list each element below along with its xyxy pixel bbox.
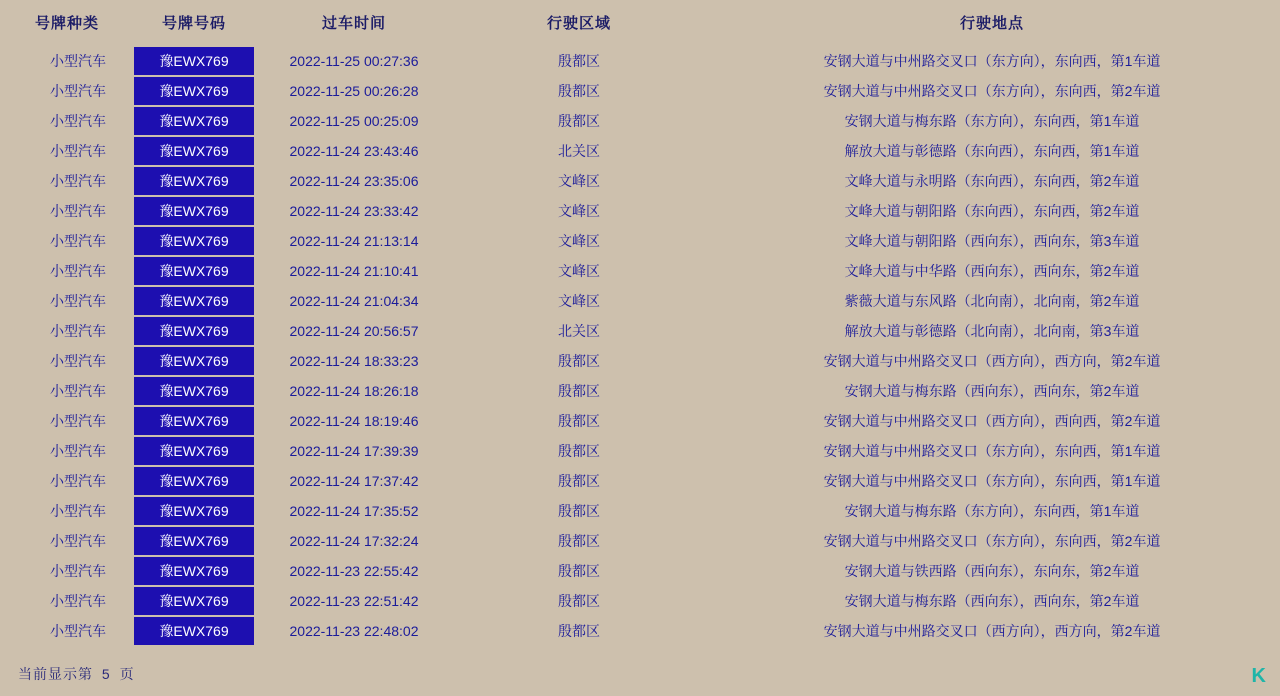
plate-badge (134, 497, 254, 525)
cell-pass-time: 2022-11-24 17:39:39 (289, 443, 419, 459)
plate-badge (134, 587, 254, 615)
table-row (0, 166, 1280, 196)
plate-text: 豫EWX769 (134, 227, 254, 255)
table-row (0, 466, 1280, 496)
cell-plate-type: 小型汽车 (50, 383, 106, 399)
column-header-location: 行驶地点 (959, 15, 1024, 32)
plate-text: 豫EWX769 (134, 197, 254, 225)
cell-location: 紫薇大道与东风路（北向南），北向南，第2车道 (844, 293, 1140, 309)
cell-location: 安钢大道与中州路交叉口（西方向），西向西，第2车道 (823, 413, 1161, 429)
column-header-plate-type: 号牌种类 (34, 15, 99, 32)
plate-text: 豫EWX769 (134, 257, 254, 285)
cell-plate-number (134, 436, 254, 466)
cell-plate-number (134, 496, 254, 526)
cell-location: 文峰大道与朝阳路（东向西），东向西，第2车道 (844, 203, 1140, 219)
cell-pass-time: 2022-11-25 00:26:28 (289, 83, 419, 99)
cell-plate-type: 小型汽车 (50, 623, 106, 639)
cell-pass-time: 2022-11-24 18:19:46 (289, 413, 419, 429)
cell-area: 殷都区 (558, 563, 600, 579)
plate-text: 豫EWX769 (134, 317, 254, 345)
table-row (0, 256, 1280, 286)
cell-pass-time: 2022-11-24 21:10:41 (289, 263, 419, 279)
plate-badge (134, 407, 254, 435)
table-row (0, 46, 1280, 76)
cell-area: 文峰区 (558, 263, 600, 279)
column-header-pass-time: 过车时间 (321, 15, 386, 32)
cell-plate-type: 小型汽车 (50, 173, 106, 189)
cell-plate-number (134, 526, 254, 556)
table-row (0, 586, 1280, 616)
plate-text: 豫EWX769 (134, 557, 254, 585)
cell-pass-time: 2022-11-23 22:55:42 (289, 563, 419, 579)
cell-plate-type: 小型汽车 (50, 293, 106, 309)
plate-badge (134, 317, 254, 345)
cell-location: 安钢大道与中州路交叉口（西方向），西方向，第2车道 (823, 623, 1161, 639)
cell-plate-number (134, 106, 254, 136)
watermark-logo: K (1251, 665, 1266, 687)
plate-badge (134, 77, 254, 105)
cell-pass-time: 2022-11-25 00:27:36 (289, 53, 419, 69)
plate-badge (134, 47, 254, 75)
cell-pass-time: 2022-11-24 21:04:34 (289, 293, 419, 309)
cell-area: 殷都区 (558, 593, 600, 609)
plate-badge (134, 617, 254, 645)
cell-pass-time: 2022-11-24 20:56:57 (289, 323, 419, 339)
cell-area: 殷都区 (558, 53, 600, 69)
plate-text: 豫EWX769 (134, 437, 254, 465)
cell-area: 殷都区 (558, 83, 600, 99)
cell-plate-number (134, 346, 254, 376)
plate-text: 豫EWX769 (134, 527, 254, 555)
plate-text: 豫EWX769 (134, 287, 254, 315)
cell-area: 文峰区 (558, 293, 600, 309)
cell-plate-type: 小型汽车 (50, 593, 106, 609)
cell-plate-type: 小型汽车 (50, 503, 106, 519)
cell-pass-time: 2022-11-24 23:35:06 (289, 173, 419, 189)
cell-location: 安钢大道与梅东路（西向东），西向东，第2车道 (844, 593, 1140, 609)
plate-badge (134, 347, 254, 375)
cell-plate-type: 小型汽车 (50, 533, 106, 549)
cell-plate-type: 小型汽车 (50, 83, 106, 99)
plate-badge (134, 227, 254, 255)
cell-area: 文峰区 (558, 173, 600, 189)
cell-location: 解放大道与彰德路（北向南），北向南，第3车道 (844, 323, 1140, 339)
plate-badge (134, 137, 254, 165)
pagination-status (18, 664, 135, 684)
plate-text: 豫EWX769 (134, 587, 254, 615)
column-header-area: 行驶区域 (546, 15, 611, 32)
cell-plate-number (134, 316, 254, 346)
table-row (0, 616, 1280, 646)
pagination-page-number: 5 (101, 666, 111, 682)
cell-plate-type: 小型汽车 (50, 563, 106, 579)
cell-plate-number (134, 376, 254, 406)
cell-plate-type: 小型汽车 (50, 53, 106, 69)
plate-text: 豫EWX769 (134, 107, 254, 135)
plate-text: 豫EWX769 (134, 617, 254, 645)
cell-plate-type: 小型汽车 (50, 203, 106, 219)
cell-area: 殷都区 (558, 443, 600, 459)
plate-text: 豫EWX769 (134, 347, 254, 375)
plate-text: 豫EWX769 (134, 47, 254, 75)
cell-plate-number (134, 406, 254, 436)
plate-badge (134, 527, 254, 555)
cell-pass-time: 2022-11-24 21:13:14 (289, 233, 419, 249)
cell-plate-type: 小型汽车 (50, 443, 106, 459)
cell-area: 殷都区 (558, 503, 600, 519)
table-row (0, 136, 1280, 166)
cell-plate-number (134, 616, 254, 646)
table-row (0, 496, 1280, 526)
cell-location: 安钢大道与中州路交叉口（东方向），东向西，第2车道 (823, 533, 1161, 549)
cell-plate-type: 小型汽车 (50, 143, 106, 159)
cell-location: 解放大道与彰德路（东向西），东向西，第1车道 (844, 143, 1140, 159)
cell-pass-time: 2022-11-24 17:37:42 (289, 473, 419, 489)
cell-location: 安钢大道与中州路交叉口（东方向），东向西，第1车道 (823, 473, 1161, 489)
table-row (0, 526, 1280, 556)
cell-pass-time: 2022-11-24 17:35:52 (289, 503, 419, 519)
cell-area: 殷都区 (558, 623, 600, 639)
pagination-prefix: 当前显示第 (18, 666, 93, 682)
pagination-suffix: 页 (119, 666, 135, 682)
cell-pass-time: 2022-11-23 22:51:42 (289, 593, 419, 609)
cell-area: 殷都区 (558, 383, 600, 399)
plate-badge (134, 377, 254, 405)
plate-text: 豫EWX769 (134, 167, 254, 195)
plate-text: 豫EWX769 (134, 137, 254, 165)
table-row (0, 316, 1280, 346)
cell-area: 殷都区 (558, 473, 600, 489)
cell-area: 北关区 (558, 323, 600, 339)
cell-plate-number (134, 196, 254, 226)
cell-location: 安钢大道与铁西路（西向东），东向东，第2车道 (844, 563, 1140, 579)
plate-text: 豫EWX769 (134, 407, 254, 435)
plate-badge (134, 467, 254, 495)
cell-area: 殷都区 (558, 413, 600, 429)
cell-plate-number (134, 136, 254, 166)
cell-area: 殷都区 (558, 533, 600, 549)
table-row (0, 346, 1280, 376)
cell-plate-number (134, 466, 254, 496)
cell-plate-number (134, 76, 254, 106)
cell-pass-time: 2022-11-24 23:43:46 (289, 143, 419, 159)
plate-text: 豫EWX769 (134, 77, 254, 105)
cell-plate-number (134, 556, 254, 586)
cell-pass-time: 2022-11-24 17:32:24 (289, 533, 419, 549)
cell-area: 文峰区 (558, 203, 600, 219)
cell-pass-time: 2022-11-24 23:33:42 (289, 203, 419, 219)
cell-plate-type: 小型汽车 (50, 113, 106, 129)
cell-pass-time: 2022-11-25 00:25:09 (289, 113, 419, 129)
plate-text: 豫EWX769 (134, 497, 254, 525)
table-row (0, 286, 1280, 316)
cell-location: 文峰大道与永明路（东向西），东向西，第2车道 (844, 173, 1140, 189)
cell-pass-time: 2022-11-24 18:33:23 (289, 353, 419, 369)
plate-badge (134, 107, 254, 135)
cell-plate-type: 小型汽车 (50, 233, 106, 249)
table-row (0, 76, 1280, 106)
table-row (0, 556, 1280, 586)
table-row (0, 436, 1280, 466)
plate-badge (134, 257, 254, 285)
cell-plate-number (134, 286, 254, 316)
cell-area: 北关区 (558, 143, 600, 159)
column-header-plate-number: 号牌号码 (161, 15, 226, 32)
cell-location: 安钢大道与中州路交叉口（东方向），东向西，第1车道 (823, 53, 1161, 69)
cell-location: 文峰大道与中华路（西向东），西向东，第2车道 (844, 263, 1140, 279)
table-row (0, 226, 1280, 256)
cell-area: 殷都区 (558, 353, 600, 369)
cell-location: 安钢大道与梅东路（东方向），东向西，第1车道 (844, 503, 1140, 519)
cell-pass-time: 2022-11-23 22:48:02 (289, 623, 419, 639)
cell-pass-time: 2022-11-24 18:26:18 (289, 383, 419, 399)
plate-badge (134, 557, 254, 585)
cell-plate-type: 小型汽车 (50, 323, 106, 339)
table-row (0, 106, 1280, 136)
cell-location: 文峰大道与朝阳路（西向东），西向东，第3车道 (844, 233, 1140, 249)
table-row (0, 406, 1280, 436)
plate-badge (134, 167, 254, 195)
cell-location: 安钢大道与中州路交叉口（东方向），东向西，第2车道 (823, 83, 1161, 99)
cell-location: 安钢大道与梅东路（东方向），东向西，第1车道 (844, 113, 1140, 129)
cell-area: 文峰区 (558, 233, 600, 249)
cell-plate-number (134, 46, 254, 76)
cell-plate-number (134, 226, 254, 256)
cell-location: 安钢大道与中州路交叉口（东方向），东向西，第1车道 (823, 443, 1161, 459)
cell-plate-number (134, 256, 254, 286)
cell-location: 安钢大道与中州路交叉口（西方向），西方向，第2车道 (823, 353, 1161, 369)
cell-plate-number (134, 586, 254, 616)
plate-badge (134, 197, 254, 225)
cell-plate-type: 小型汽车 (50, 353, 106, 369)
plate-text: 豫EWX769 (134, 377, 254, 405)
table-body (0, 46, 1280, 646)
cell-plate-type: 小型汽车 (50, 263, 106, 279)
table-header-row (0, 0, 1280, 46)
cell-area: 殷都区 (558, 113, 600, 129)
cell-plate-type: 小型汽车 (50, 413, 106, 429)
plate-badge (134, 287, 254, 315)
plate-text: 豫EWX769 (134, 467, 254, 495)
cell-location: 安钢大道与梅东路（西向东），西向东，第2车道 (844, 383, 1140, 399)
table-row (0, 376, 1280, 406)
table-row (0, 196, 1280, 226)
cell-plate-number (134, 166, 254, 196)
table-header (0, 0, 1280, 46)
cell-plate-type: 小型汽车 (50, 473, 106, 489)
plate-badge (134, 437, 254, 465)
